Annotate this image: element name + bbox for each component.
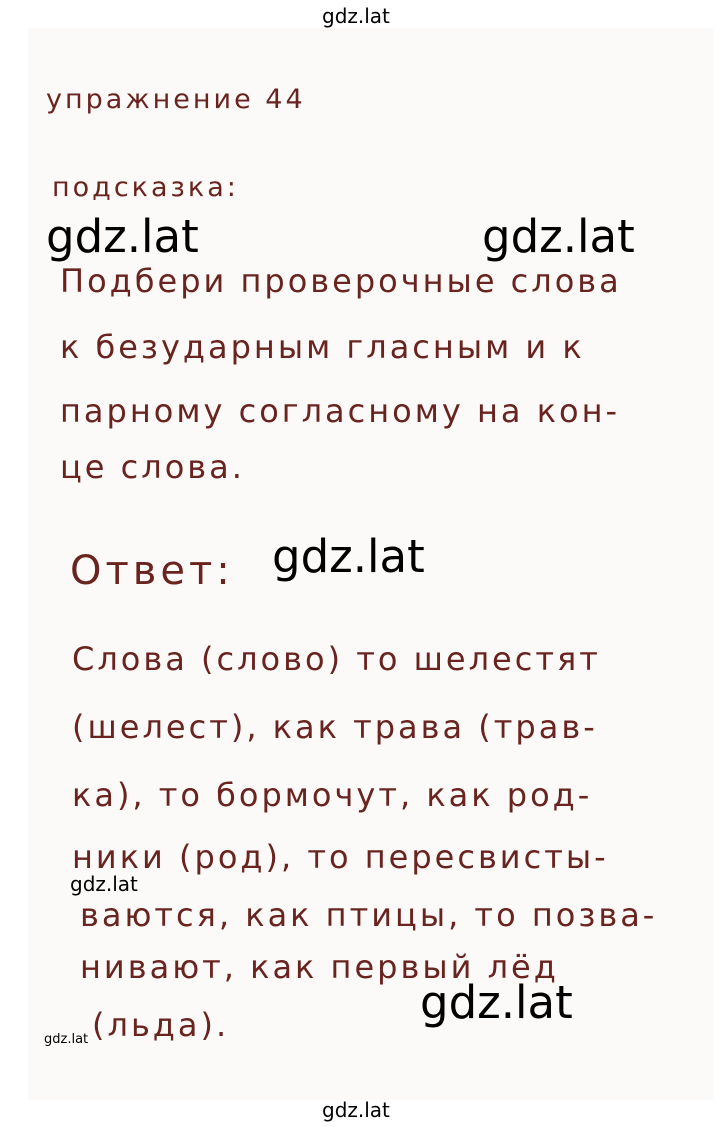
watermark-tiny: gdz.lat [44, 1032, 89, 1047]
watermark-left-big: gdz.lat [46, 210, 199, 263]
watermark-left-small: gdz.lat [70, 872, 138, 896]
answer-line: ваются, как птицы, то позва- [80, 896, 658, 934]
exercise-title: упражнение 44 [46, 84, 306, 115]
answer-line: ники (род), то пересвисты- [72, 838, 609, 876]
answer-line: (льда). [92, 1006, 230, 1044]
watermark-top: gdz.lat [322, 4, 390, 28]
hint-line: Подбери проверочные слова [60, 262, 622, 300]
watermark-right-big: gdz.lat [482, 210, 635, 263]
watermark-center-big: gdz.lat [272, 530, 425, 583]
hint-line: к безударным гласным и к [60, 328, 585, 366]
watermark-bottom-big: gdz.lat [420, 976, 573, 1029]
hint-line: це слова. [60, 448, 245, 486]
answer-line: (шелест), как трава (трав- [72, 708, 598, 746]
hint-label: подсказка: [52, 172, 239, 203]
hint-line: парному согласному на кон- [60, 392, 621, 430]
watermark-bottom: gdz.lat [322, 1098, 390, 1122]
answer-line: Слова (слово) то шелестят [72, 640, 601, 678]
answer-line: нивают, как первый лёд [80, 948, 559, 986]
answer-label: Ответ: [70, 548, 234, 594]
answer-line: ка), то бормочут, как род- [72, 776, 593, 814]
